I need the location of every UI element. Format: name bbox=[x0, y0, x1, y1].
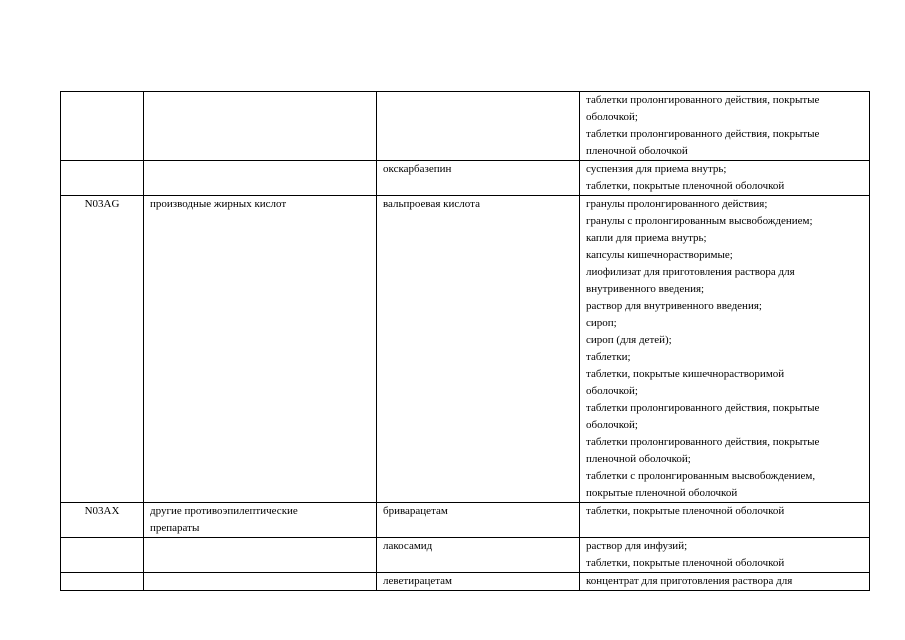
table-row bbox=[61, 538, 870, 573]
cell-line: таблетки, покрытые кишечнорастворимой bbox=[586, 368, 785, 380]
table-row bbox=[61, 92, 870, 161]
cell-line: оболочкой; bbox=[586, 385, 638, 397]
table-row bbox=[61, 161, 870, 196]
atc-code: N03AX bbox=[84, 505, 120, 517]
group-cell bbox=[144, 92, 377, 161]
cell-line: раствор для внутривенного введения; bbox=[586, 300, 762, 312]
cell-line: сироп; bbox=[586, 317, 617, 329]
cell-line: таблетки пролонгированного действия, покрытые bbox=[586, 402, 820, 414]
group-cell bbox=[144, 503, 377, 538]
dosage-forms-cell bbox=[580, 92, 870, 161]
cell-line: оболочкой; bbox=[586, 419, 638, 431]
group-cell bbox=[144, 573, 377, 591]
drug-name: вальпроевая кислота bbox=[383, 198, 480, 210]
cell-line: препараты bbox=[150, 522, 200, 534]
cell-line: производные жирных кислот bbox=[150, 198, 287, 210]
drug-cell bbox=[377, 92, 580, 161]
dosage-forms-cell bbox=[580, 573, 870, 591]
atc-code-cell bbox=[61, 196, 144, 503]
drug-name: лакосамид bbox=[383, 540, 433, 552]
table-row bbox=[61, 573, 870, 591]
cell-line: таблетки пролонгированного действия, покрытые bbox=[586, 436, 820, 448]
cell-line: покрытые пленочной оболочкой bbox=[586, 487, 738, 499]
cell-line: лиофилизат для приготовления раствора для bbox=[586, 266, 795, 278]
cell-line: таблетки пролонгированного действия, покрытые bbox=[586, 94, 820, 106]
cell-line: внутривенного введения; bbox=[586, 283, 705, 295]
group-cell bbox=[144, 538, 377, 573]
drug-name: леветирацетам bbox=[383, 575, 453, 587]
cell-line: капсулы кишечнорастворимые; bbox=[586, 249, 733, 261]
atc-code: N03AG bbox=[84, 198, 120, 210]
atc-code-cell bbox=[61, 573, 144, 591]
cell-line: пленочной оболочкой; bbox=[586, 453, 691, 465]
dosage-forms-cell bbox=[580, 538, 870, 573]
drug-cell bbox=[377, 573, 580, 591]
table-row bbox=[61, 196, 870, 503]
group-cell bbox=[144, 196, 377, 503]
atc-code-cell bbox=[61, 538, 144, 573]
dosage-forms-cell bbox=[580, 161, 870, 196]
cell-line: таблетки, покрытые пленочной оболочкой bbox=[586, 180, 785, 192]
cell-line: суспензия для приема внутрь; bbox=[586, 163, 727, 175]
atc-code-cell bbox=[61, 92, 144, 161]
table-row bbox=[61, 503, 870, 538]
cell-line: оболочкой; bbox=[586, 111, 638, 123]
cell-line: другие противоэпилептические bbox=[150, 505, 298, 517]
cell-line: концентрат для приготовления раствора для bbox=[586, 575, 793, 587]
atc-code-cell bbox=[61, 161, 144, 196]
medication-table bbox=[60, 91, 870, 591]
cell-line: гранулы с пролонгированным высвобождением; bbox=[586, 215, 813, 227]
cell-line: таблетки, покрытые пленочной оболочкой bbox=[586, 557, 785, 569]
cell-line: таблетки; bbox=[586, 351, 631, 363]
cell-line: раствор для инфузий; bbox=[586, 540, 688, 552]
drug-cell bbox=[377, 161, 580, 196]
drug-cell bbox=[377, 196, 580, 503]
cell-line: пленочной оболочкой bbox=[586, 145, 688, 157]
drug-cell bbox=[377, 503, 580, 538]
cell-line: таблетки с пролонгированным высвобождением, bbox=[586, 470, 816, 482]
cell-line: таблетки, покрытые пленочной оболочкой bbox=[586, 505, 785, 517]
drug-name: окскарбазепин bbox=[383, 163, 452, 175]
cell-line: капли для приема внутрь; bbox=[586, 232, 707, 244]
dosage-forms-cell bbox=[580, 196, 870, 503]
group-cell bbox=[144, 161, 377, 196]
drug-name: бриварацетам bbox=[383, 505, 448, 517]
cell-line: гранулы пролонгированного действия; bbox=[586, 198, 768, 210]
atc-code-cell bbox=[61, 503, 144, 538]
dosage-forms-cell bbox=[580, 503, 870, 538]
cell-line: таблетки пролонгированного действия, покрытые bbox=[586, 128, 820, 140]
drug-cell bbox=[377, 538, 580, 573]
cell-line: сироп (для детей); bbox=[586, 334, 672, 346]
